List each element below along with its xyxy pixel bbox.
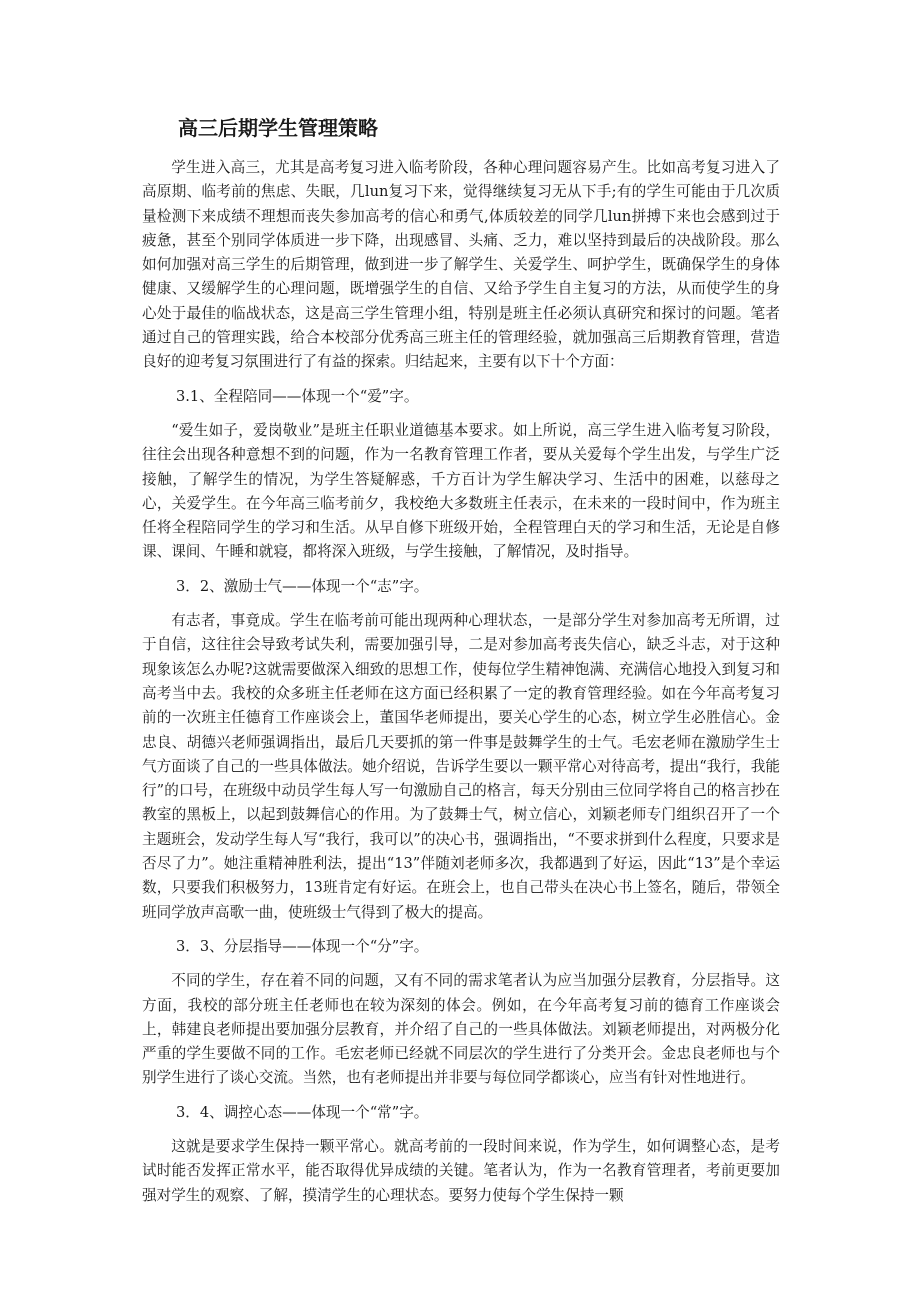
- section-heading: 3．2、激励士气——体现一个“志”字。: [176, 577, 429, 595]
- section-heading: 3．3、分层指导——体现一个“分”字。: [176, 937, 429, 955]
- section-1: [142, 385, 780, 565]
- document-page: [142, 104, 780, 1218]
- section-3: [142, 935, 780, 1091]
- section-heading: 3．4、调控心态——体现一个“常”字。: [176, 1103, 429, 1121]
- section-paragraph: 不同的学生，存在着不同的问题，又有不同的需求笔者认为应当加强分层教育，分层指导。这方面，我校的部分班主任老师也在较为深刻的体会。例如，在今年高考复习前的德育工作座谈会上，韩建良老师提出要加强分层教育，并介绍了自己的一些具体做法。刘颖老师提出，对两极分化严重的学生要做不同的工作。毛宏老师已经就不同层次的学生进行了分类开会。金忠良老师也与个别学生进行了谈心交流。当然，也有老师提出并非要与每位同学都谈心，应当有针对性地进行。: [142, 972, 780, 1087]
- section-4: [142, 1101, 780, 1208]
- section-paragraph: “爱生如子，爱岗敬业”是班主任职业道德基本要求。如上所说，高三学生进入临考复习阶段，往往会出现各种意想不到的问题，作为一名教育管理工作者，要从关爱每个学生出发，与学生广泛接触，了解学生的情况，为学生答疑解惑，千方百计为学生解决学习、生活中的困难，以慈母之心，关爱学生。在今年高三临考前夕，我校绝大多数班主任表示，在未来的一段时间中，作为班主任将全程陪同学生的学习和生活。从早自修下班级开始，全程管理白天的学习和生活，无论是自修课、课间、午睡和就寝，都将深入班级，与学生接触，了解情况，及时指导。: [142, 421, 780, 561]
- document-title: 高三后期学生管理策略: [178, 116, 378, 140]
- section-2: [142, 575, 780, 925]
- section-paragraph: 这就是要求学生保持一颗平常心。就高考前的一段时间来说，作为学生，如何调整心态，是考试时能否发挥正常水平，能否取得优异成绩的关键。笔者认为，作为一名教育管理者，考前更要加强对学生的观察、了解，摸清学生的心理状态。要努力使每个学生保持一颗: [142, 1137, 780, 1204]
- section-paragraph: 有志者，事竟成。学生在临考前可能出现两种心理状态，一是部分学生对参加高考无所谓，过于自信，这往往会导致考试失利，需要加强引导，二是对参加高考丧失信心，缺乏斗志，对于这种现象该怎么办呢?这就需要做深入细致的思想工作，使每位学生精神饱满、充满信心地投入到复习和高考当中去。我校的众多班主任老师在这方面已经积累了一定的教育管理经验。如在今年高考复习前的一次班主任德育工作座谈会上，董国华老师提出，要关心学生的心态，树立学生必胜信心。金忠良、胡德兴老师强调指出，最后几天要抓的第一件事是鼓舞学生的士气。毛宏老师在激励学生士气方面谈了自己的一些具体做法。她介绍说，告诉学生要以一颗平常心对待高考，提出“我行，我能行”的口号，在班级中动员学生每人写一句激励自己的格言，每天分别由三位同学将自己的格言抄在教室的黑板上，以起到鼓舞信心的作用。为了鼓舞士气，树立信心，刘颖老师专门组织召开了一个主题班会，发动学生每人写“我行，我可以”的决心书，强调指出，“不要求拼到什么程度，只要求是否尽了力”。她注重精神胜利法，提出“13”伴随刘老师多次，我都遇到了好运，因此“13”是个幸运数，只要我们积极努力，13班肯定有好运。在班会上，也自己带头在决心书上签名，随后，带领全班同学放声高歌一曲，使班级士气得到了极大的提高。: [142, 612, 780, 921]
- intro-paragraph: 学生进入高三，尤其是高考复习进入临考阶段，各种心理问题容易产生。比如高考复习进入了高原期、临考前的焦虑、失眠，几lun复习下来，觉得继续复习无从下手;有的学生可能由于几次质量检测下来成绩不理想而丧失参加高考的信心和勇气,体质较差的同学几lun拼搏下来也会感到过于疲惫，甚至个别同学体质进一步下降，出现感冒、头痛、乏力，难以坚持到最后的决战阶段。那么如何加强对高三学生的后期管理，做到进一步了解学生、关爱学生、呵护学生，既确保学生的身体健康、又缓解学生的心理问题，既增强学生的自信、又给予学生自主复习的方法，从而使学生的身心处于最佳的临战状态，这是高三学生管理小组，特别是班主任必须认真研究和探讨的问题。笔者通过自己的管理实践，给合本校部分优秀高三班主任的管理经验，就加强高三后期教育管理，营造良好的迎考复习氛围进行了有益的探索。归结起来，主要有以下十个方面：: [142, 159, 780, 371]
- section-heading: 3.1、全程陪同——体现一个“爱”字。: [176, 387, 419, 405]
